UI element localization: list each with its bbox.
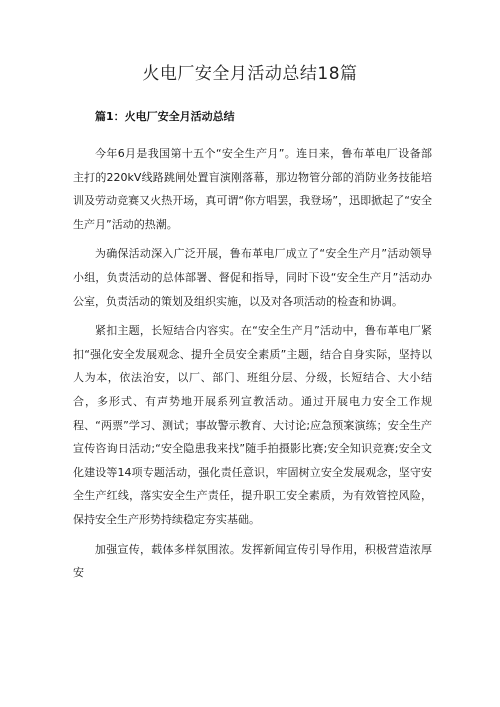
- document-title: 火电厂安全月活动总结18篇: [142, 64, 358, 84]
- paragraph: 加强宣传，载体多样氛围浓。发挥新闻宣传引导作用，积极营造浓厚安: [73, 542, 432, 580]
- paragraph: 紧扣主题，长短结合内容实。在“安全生产月”活动中，鲁布革电厂紧扣“强化安全发展观念、提升全员安全素质”主题，结合自身实际，坚持以人为本，依法治安，以厂、部门、班组分层、分级，长短结合、大小结合，多形式、有声势地开展系列宣教活动。通过开展电力安全工作规程、“两票”学习、测试；事故警示教育、大讨论;应急预案演练；安全生产宣传咨询日活动;“安全隐患我来找”随手拍摄影比赛;安全知识竞赛;安全文化建设等14项专题活动，强化责任意识，牢固树立安全发展观念，坚守安全生产红线，落实安全生产责任，提升职工安全素质，为有效管控风险，保持安全生产形势持续稳定夯实基础。: [73, 324, 432, 526]
- section-heading: 篇1：火电厂安全月活动总结: [95, 110, 235, 123]
- document-body: [73, 142, 432, 591]
- paragraph: 今年6月是我国第十五个“安全生产月”。连日来，鲁布革电厂设备部主打的220kV线路跳闸处置盲演刚落幕，那边物管分部的消防业务技能培训及劳动竞赛又火热开场，真可谓“你方唱罢，我登场”，迅即掀起了“安全生产月”活动的热潮。: [73, 147, 432, 231]
- paragraph: 为确保活动深入广泛开展，鲁布革电厂成立了“安全生产月”活动领导小组，负责活动的总体部署、督促和指导，同时下设“安全生产月”活动办公室，负责活动的策划及组织实施，以及对各项活动的检查和协调。: [73, 247, 432, 308]
